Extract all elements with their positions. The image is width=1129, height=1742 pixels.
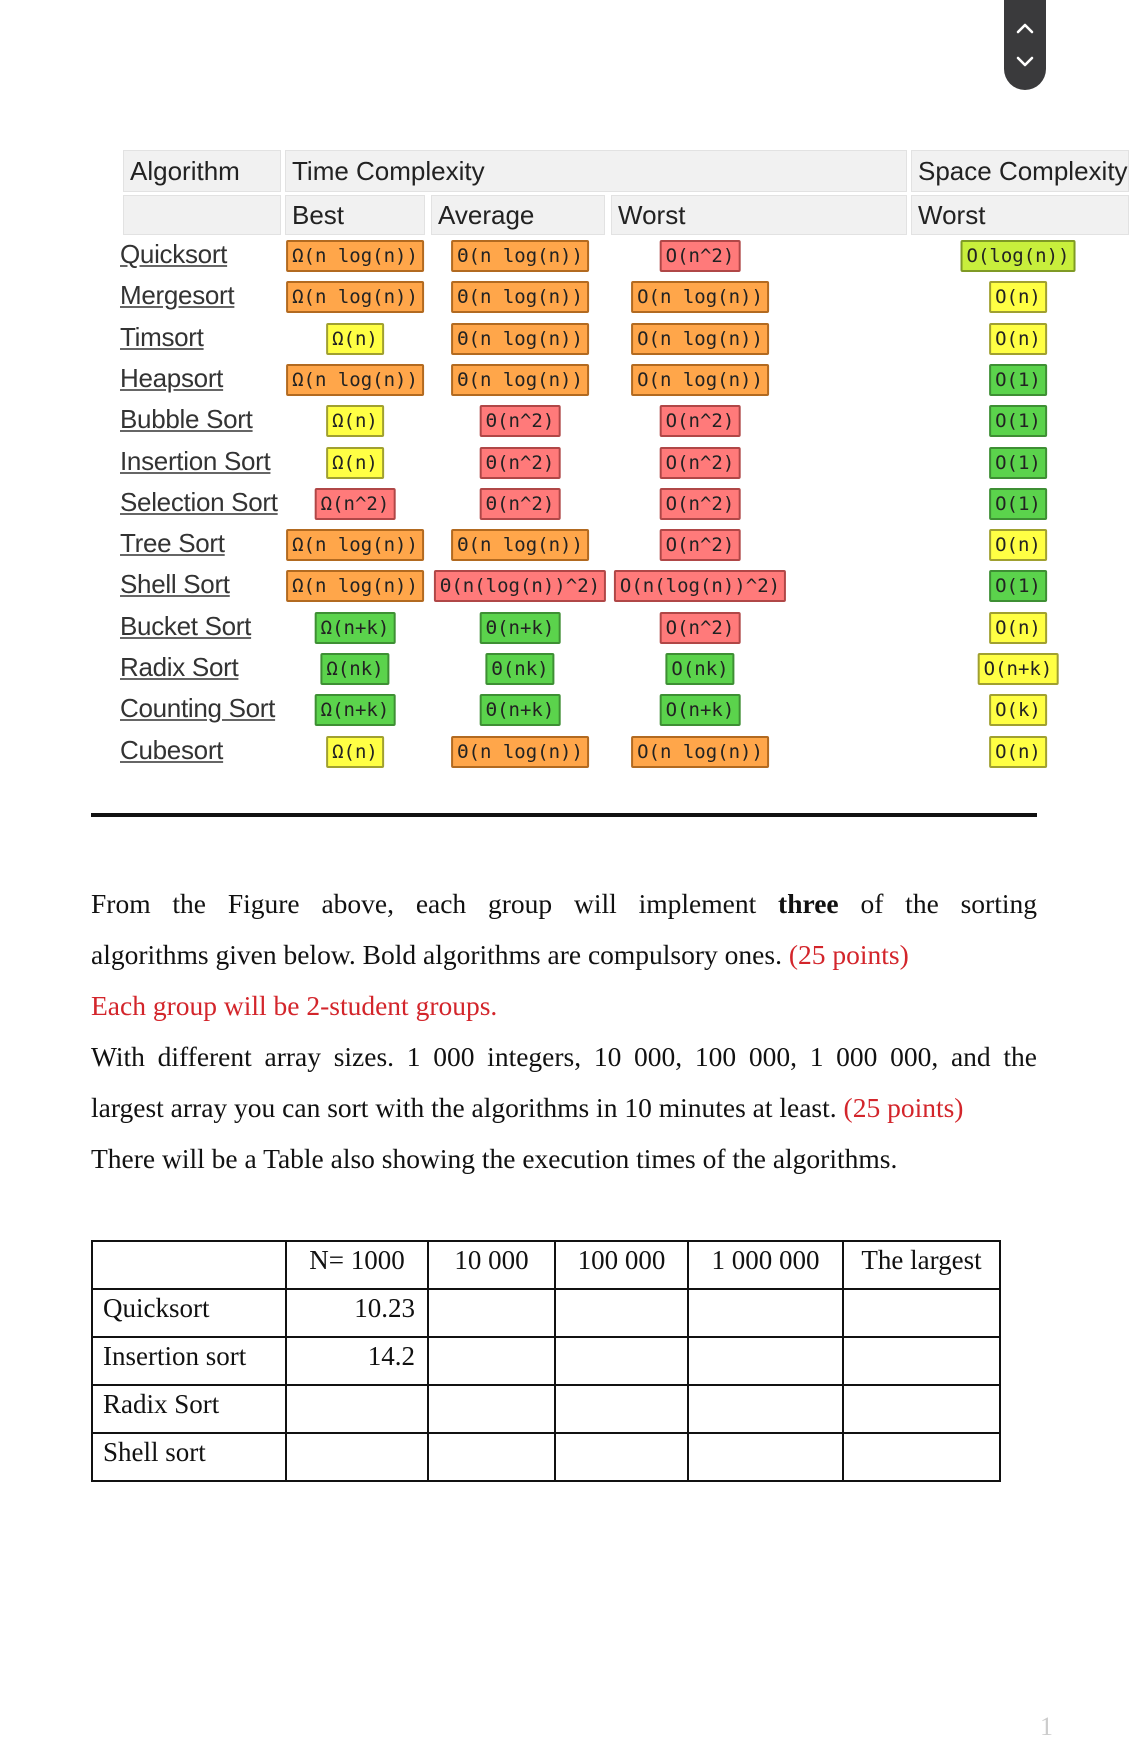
page-number-fragment: 1 [1040,1712,1053,1741]
worst-badge: O(n+k) [660,694,741,726]
algorithm-link[interactable]: Bubble Sort [120,404,253,435]
worst-badge: O(n^2) [660,240,741,272]
execution-cell [843,1289,1000,1337]
execution-row [92,1433,1000,1481]
best-badge: Ω(n+k) [315,612,396,644]
average-badge: Θ(n log(n)) [451,240,589,272]
algorithm-link[interactable]: Shell Sort [120,569,230,600]
best-badge: Ω(n) [326,736,384,768]
best-badge: Ω(n) [326,405,384,437]
header-space-complexity: Space Complexity [911,150,1129,192]
execution-cell [843,1433,1000,1481]
chevron-down-icon[interactable] [1015,55,1035,69]
best-badge: Ω(n^2) [315,488,396,520]
chevron-up-icon[interactable] [1015,21,1035,35]
execution-cell [555,1385,688,1433]
worst-badge: O(n^2) [660,529,741,561]
execution-cell [428,1433,555,1481]
header-space-worst: Worst [911,195,1129,235]
instruction-line-5: largest array you can sort with the algorithms in 10 minutes at least. (25 points) [91,1092,964,1123]
execution-header-largest: The largest [843,1241,1000,1289]
execution-cell [286,1385,428,1433]
execution-row-label: Quicksort [92,1289,286,1337]
space-badge: O(n+k) [978,653,1059,685]
algorithm-link[interactable]: Bucket Sort [120,610,252,641]
algorithm-link[interactable]: Cubesort [120,734,224,765]
best-badge: Ω(n log(n)) [286,281,424,313]
worst-badge: O(n log(n)) [631,736,769,768]
page-nav-pill [1004,0,1046,90]
algorithm-link[interactable]: Counting Sort [120,693,276,724]
average-badge: Θ(n log(n)) [451,529,589,561]
space-badge: O(k) [989,694,1047,726]
instruction-line-3: Each group will be 2-student groups. [91,990,498,1021]
space-badge: O(1) [989,364,1047,396]
execution-body [92,1289,1000,1481]
header-blank [123,195,281,235]
execution-header-1000000: 1 000 000 [688,1241,843,1289]
average-badge: Θ(n^2) [480,488,561,520]
execution-header-n1000: N= 1000 [286,1241,428,1289]
average-badge: Θ(n log(n)) [451,281,589,313]
execution-cell [688,1289,843,1337]
execution-header-100000: 100 000 [555,1241,688,1289]
worst-badge: O(n^2) [660,612,741,644]
average-badge: Θ(n^2) [480,447,561,479]
algorithm-link[interactable]: Quicksort [120,239,228,269]
header-time-complexity: Time Complexity [285,150,907,192]
algorithm-link[interactable]: Insertion Sort [120,445,271,476]
space-badge: O(n) [989,323,1047,355]
execution-cell [688,1433,843,1481]
execution-header-10000: 10 000 [428,1241,555,1289]
instruction-line-1: From the Figure above, each group will implement three of the sorting [91,888,1037,919]
best-badge: Ω(n log(n)) [286,240,424,272]
execution-cell [688,1337,843,1385]
execution-time-table [91,1240,1001,1482]
execution-cell [428,1289,555,1337]
worst-badge: O(n^2) [660,488,741,520]
space-badge: O(1) [989,488,1047,520]
space-badge: O(n) [989,281,1047,313]
best-badge: Ω(n log(n)) [286,529,424,561]
space-badge: O(1) [989,447,1047,479]
worst-badge: O(n log(n)) [631,281,769,313]
divider-line [91,813,1037,817]
execution-cell [428,1337,555,1385]
execution-row [92,1385,1000,1433]
worst-badge: O(n log(n)) [631,364,769,396]
space-badge: O(1) [989,570,1047,602]
average-badge: Θ(n(log(n))^2) [434,570,606,602]
average-badge: Θ(n log(n)) [451,736,589,768]
average-badge: Θ(n+k) [480,694,561,726]
average-badge: Θ(n log(n)) [451,323,589,355]
algorithm-link[interactable]: Selection Sort [120,486,278,517]
average-badge: Θ(n+k) [480,612,561,644]
best-badge: Ω(n log(n)) [286,364,424,396]
execution-cell: 10.23 [286,1289,428,1337]
execution-row [92,1337,1000,1385]
algorithm-link[interactable]: Radix Sort [120,652,239,682]
worst-badge: O(n(log(n))^2) [614,570,786,602]
best-badge: Ω(n) [326,447,384,479]
space-badge: O(1) [989,405,1047,437]
execution-cell [286,1433,428,1481]
execution-cell [688,1385,843,1433]
execution-header-row [92,1241,1000,1289]
execution-cell [843,1385,1000,1433]
instruction-line-2: algorithms given below. Bold algorithms are compulsory ones. (25 points) [91,939,909,970]
average-badge: Θ(n^2) [480,405,561,437]
average-badge: Θ(nk) [485,653,554,685]
instruction-line-6: There will be a Table also showing the execution times of the algorithms. [91,1143,898,1174]
worst-badge: O(n^2) [660,405,741,437]
execution-row [92,1289,1000,1337]
instructions [91,878,1037,1184]
worst-badge: O(n^2) [660,447,741,479]
best-badge: Ω(nk) [320,653,389,685]
best-badge: Ω(n log(n)) [286,570,424,602]
execution-row-label: Shell sort [92,1433,286,1481]
header-average: Average [431,195,605,235]
space-badge: O(n) [989,736,1047,768]
execution-cell [428,1385,555,1433]
algorithm-link[interactable]: Heapsort [120,362,224,393]
header-worst: Worst [611,195,907,235]
algorithm-link[interactable]: Tree Sort [120,528,225,559]
execution-cell [843,1337,1000,1385]
algorithm-link[interactable]: Timsort [120,321,204,352]
instruction-line-4: With different array sizes. 1 000 integers, 10 000, 100 000, 1 000 000, and the [91,1041,1037,1072]
worst-badge: O(nk) [665,653,734,685]
best-badge: Ω(n) [326,323,384,355]
execution-cell [555,1289,688,1337]
best-badge: Ω(n+k) [315,694,396,726]
execution-cell [555,1337,688,1385]
header-best: Best [285,195,425,235]
execution-row-label: Radix Sort [92,1385,286,1433]
average-badge: Θ(n log(n)) [451,364,589,396]
execution-header-blank [92,1241,286,1289]
worst-badge: O(n log(n)) [631,323,769,355]
execution-cell [555,1433,688,1481]
algorithm-link[interactable]: Mergesort [120,280,235,311]
space-badge: O(n) [989,529,1047,561]
space-badge: O(log(n)) [961,240,1076,272]
space-badge: O(n) [989,612,1047,644]
header-algorithm: Algorithm [123,150,281,192]
execution-row-label: Insertion sort [92,1337,286,1385]
execution-cell: 14.2 [286,1337,428,1385]
